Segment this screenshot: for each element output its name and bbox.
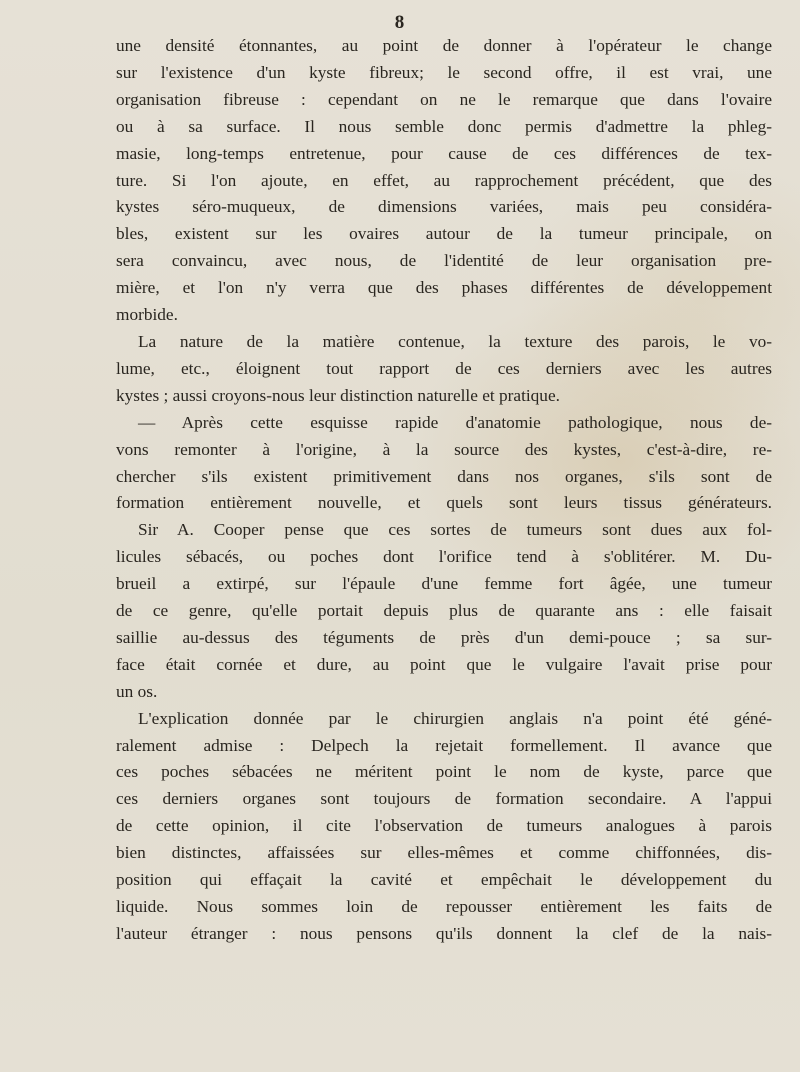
text-line: une densité étonnantes, au point de donner à l'opérateur le change [116, 36, 772, 55]
text-line: Sir A. Cooper pense que ces sortes de tumeurs sont dues aux fol- [138, 520, 772, 540]
text-line: organisation fibreuse : cependant on ne le remarque que dans l'ovaire [116, 89, 772, 109]
text-line: de cette opinion, il cite l'observation de tumeurs analogues à parois [116, 816, 772, 836]
text-line: kystes ; aussi croyons-nous leur distinction naturelle et pratique. [116, 385, 560, 405]
text-line: vons remonter à l'origine, à la source des kystes, c'est-à-dire, re- [116, 439, 772, 459]
text-line: morbide. [116, 305, 178, 325]
text-line: mière, et l'on n'y verra que des phases différentes de développement [116, 278, 772, 298]
text-line: ces derniers organes sont toujours de formation secondaire. A l'appui [116, 789, 772, 809]
text-line: licules sébacés, ou poches dont l'orifice tend à s'oblitérer. M. Du- [116, 547, 772, 567]
text-line: La nature de la matière contenue, la texture des parois, le vo- [138, 331, 772, 351]
text-line: sur l'existence d'un kyste fibreux; le second offre, il est vrai, une [116, 62, 772, 82]
text-line: lume, etc., éloignent tout rapport de ces derniers avec les autres [116, 358, 772, 378]
text-line: ture. Si l'on ajoute, en effet, au rapprochement précédent, que des [116, 170, 772, 190]
text-line: liquide. Nous sommes loin de repousser entièrement les faits de [116, 897, 772, 916]
text-line: bles, existent sur les ovaires autour de la tumeur principale, on [116, 224, 772, 244]
text-line: de ce genre, qu'elle portait depuis plus de quarante ans : elle faisait [116, 601, 772, 621]
text-line: brueil a extirpé, sur l'épaule d'une femme fort âgée, une tumeur [116, 574, 772, 594]
text-line: chercher s'ils existent primitivement dans nos organes, s'ils sont de [116, 466, 772, 486]
text-line: un os. [116, 681, 158, 701]
text-line: position qui effaçait la cavité et empêchait le développement du [116, 870, 772, 890]
body-text [116, 33, 772, 948]
text-line: sera convaincu, avec nous, de l'identité de leur organisation pre- [116, 251, 772, 271]
text-line: masie, long-temps entretenue, pour cause de ces différences de tex- [116, 143, 772, 163]
text-line: kystes séro-muqueux, de dimensions variées, mais peu considéra- [116, 197, 772, 217]
text-line: saillie au-dessus des téguments de près d'un demi-pouce ; sa sur- [116, 627, 772, 647]
text-line: l'auteur étranger : nous pensons qu'ils donnent la clef de la nais- [116, 923, 772, 943]
text-line: — Après cette esquisse rapide d'anatomie pathologique, nous de- [138, 412, 772, 432]
text-line: face était cornée et dure, au point que le vulgaire l'avait prise pour [116, 654, 772, 674]
text-line: L'explication donnée par le chirurgien anglais n'a point été géné- [138, 708, 772, 728]
text-line: ou à sa surface. Il nous semble donc permis d'admettre la phleg- [116, 116, 772, 136]
text-line: formation entièrement nouvelle, et quels sont leurs tissus générateurs. [116, 493, 772, 513]
page-number: 8 [394, 12, 406, 33]
text-line: ces poches sébacées ne méritent point le nom de kyste, parce que [116, 762, 772, 782]
text-line: bien distinctes, affaissées sur elles-mêmes et comme chiffonnées, dis- [116, 843, 772, 863]
text-line: ralement admise : Delpech la rejetait formellement. Il avance que [116, 735, 772, 755]
